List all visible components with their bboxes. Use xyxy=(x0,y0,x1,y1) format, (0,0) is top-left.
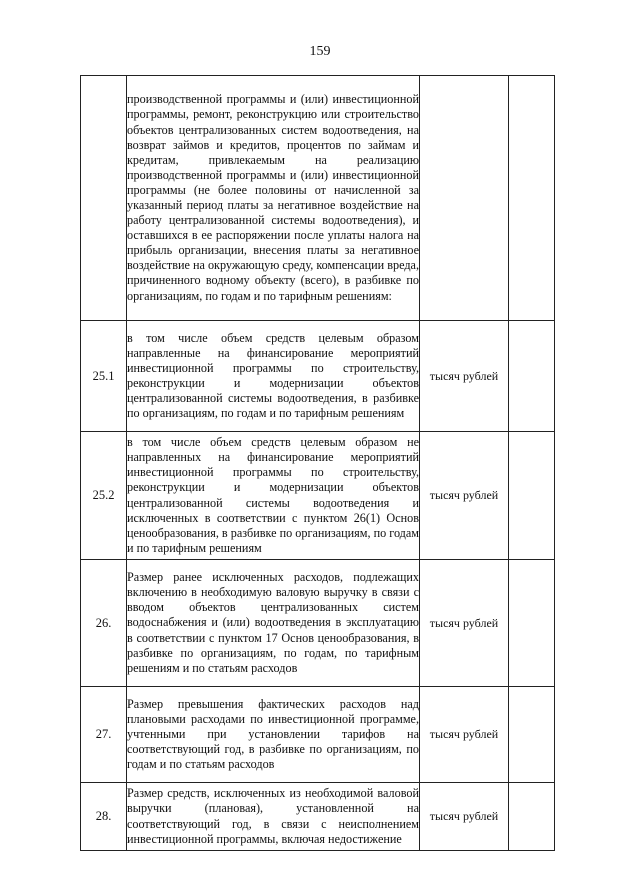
row-number xyxy=(81,76,127,321)
table-row xyxy=(81,560,555,687)
row-value-cell xyxy=(509,783,555,851)
table-row xyxy=(81,76,555,321)
row-value-cell xyxy=(509,432,555,560)
row-unit: тысяч рублей xyxy=(420,560,509,687)
table-row xyxy=(81,687,555,783)
row-unit: тысяч рублей xyxy=(420,432,509,560)
row-value-cell xyxy=(509,687,555,783)
row-description: Размер превышения фактических расходов над плановыми расходами по инвестиционной программе, учтенными при установлении тарифов на соответствующий год, в разбивке по организациям, по годам и по статьям расходов xyxy=(127,687,420,783)
page-number: 159 xyxy=(309,44,331,59)
table-row xyxy=(81,321,555,432)
row-number: 28. xyxy=(81,783,127,851)
indicators-table xyxy=(80,75,555,851)
row-unit: тысяч рублей xyxy=(420,321,509,432)
table-row xyxy=(81,783,555,851)
row-number: 25.2 xyxy=(81,432,127,560)
row-description: производственной программы и (или) инвестиционной программы, ремонт, реконструкцию или строительство объектов централизованных систем водоотведения, на возврат займов и кредитов, процентов по займам и кредитам, привлекаемым на реализацию производственной программы и (или) инвестиционной программы (не более половины от начисленной за указанный период платы за негативное воздействие на работу централизованной системы водоотведения), и оставшихся в ее распоряжении после уплаты налога на прибыль организации, внесения платы за негативное воздействие на окружающую среду, компенсации вреда, причиненного водному объекту (всего), в разбивке по организациям, по годам и по тарифным решениям: xyxy=(127,76,420,321)
row-description: Размер средств, исключенных из необходимой валовой выручки (плановая), установленной на соответствующий год, в связи с неисполнением инвестиционной программы, включая недостижение xyxy=(127,783,420,851)
row-number: 27. xyxy=(81,687,127,783)
row-value-cell xyxy=(509,76,555,321)
row-number: 25.1 xyxy=(81,321,127,432)
row-description: Размер ранее исключенных расходов, подлежащих включению в необходимую валовую выручку в связи с вводом объектов централизованных систем водоснабжения и (или) водоотведения в эксплуатацию в соответствии с пунктом 17 Основ ценообразования, в разбивке по организациям, по годам, по тарифным решениям и по статьям расходов xyxy=(127,560,420,687)
table-row xyxy=(81,432,555,560)
row-unit xyxy=(420,76,509,321)
row-unit: тысяч рублей xyxy=(420,687,509,783)
row-description: в том числе объем средств целевым образом не направленных на финансирование мероприятий инвестиционной программы по строительству, реконструкции и модернизации объектов централизованной системы водоотведения и исключенных в соответствии с пунктом 26(1) Основ ценообразования, в разбивке по организациям, по годам и по тарифным решениям xyxy=(127,432,420,560)
row-description: в том числе объем средств целевым образом направленные на финансирование мероприятий инвестиционной программы по строительству, реконструкции и модернизации объектов централизованной системы водоотведения, в разбивке по организациям, по годам и по тарифным решениям xyxy=(127,321,420,432)
row-value-cell xyxy=(509,560,555,687)
row-value-cell xyxy=(509,321,555,432)
row-number: 26. xyxy=(81,560,127,687)
row-unit: тысяч рублей xyxy=(420,783,509,851)
